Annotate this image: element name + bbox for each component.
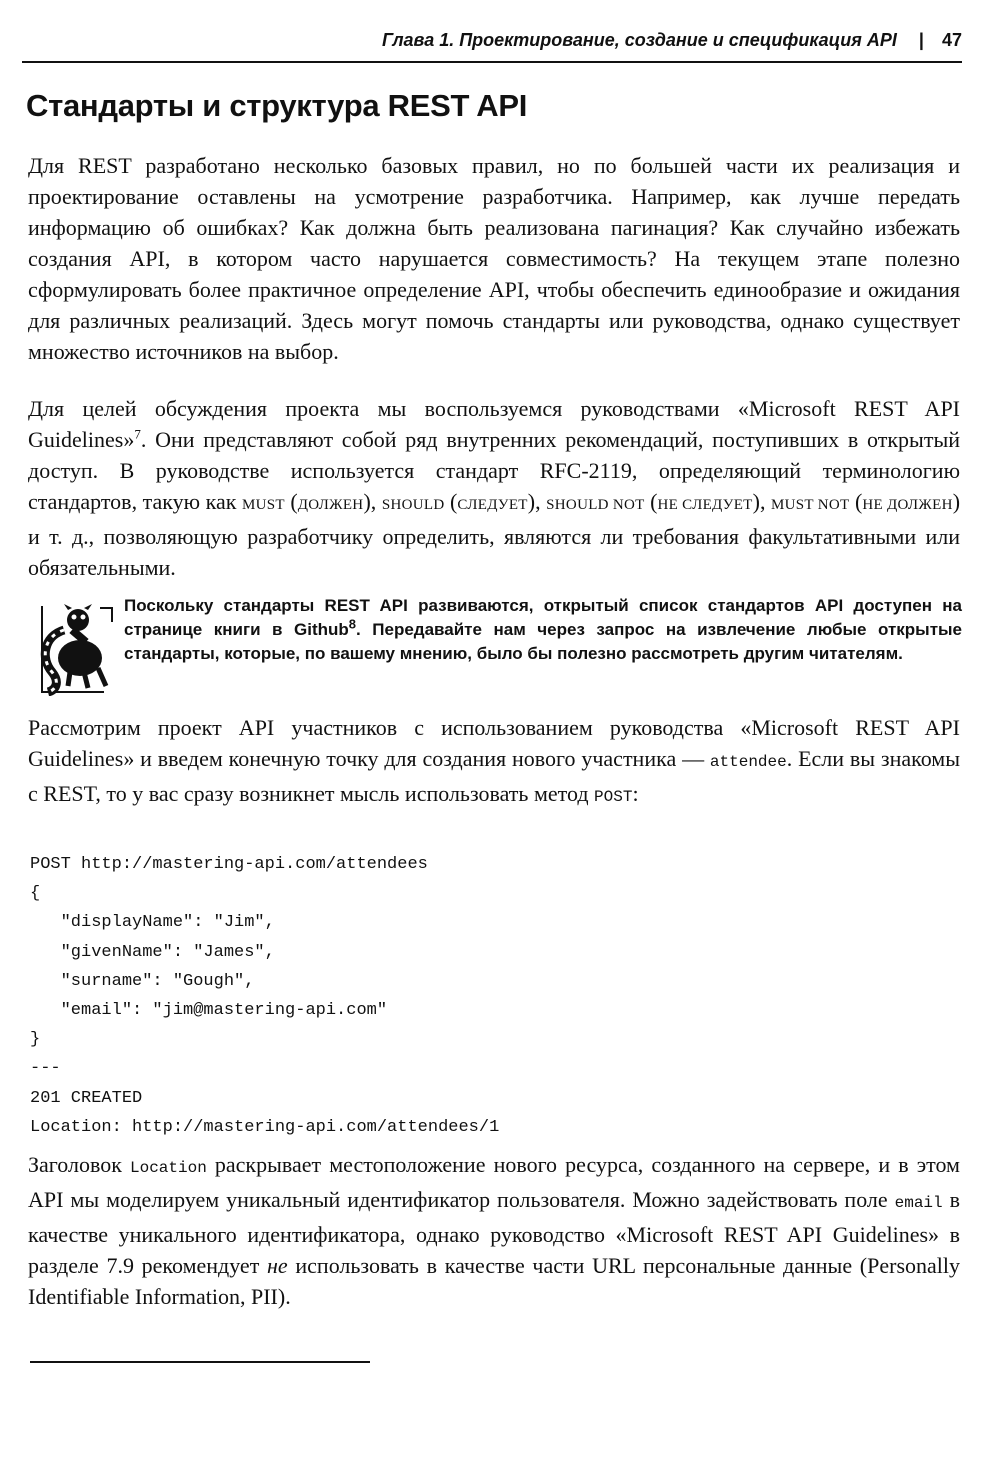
text-run: . Передавайте нам через запрос на извлечение любые открытые стандарты, которые, по вашему мнению, было бы полезно рассмотреть другим читателям. [124, 620, 962, 663]
text-run: Поскольку стандарты REST API развиваются, открытый список стандартов API доступен на странице книги в Github [124, 596, 962, 639]
header-separator: | [918, 30, 924, 50]
header-rule [22, 61, 962, 63]
paragraph-guidelines [28, 393, 960, 583]
text-run: ( [849, 489, 863, 514]
keyword-should: SHOULD [381, 497, 445, 513]
text-run: . Они представляют собой ряд внутренних рекомендаций, поступивших в открытый доступ. В руководстве используется стандарт RFC-2119, определяющий терминологию стандартов, такую как [28, 427, 960, 514]
text-run: в качестве уникального идентификатора, однако руководство «Microsoft REST API Guidelines» в разделе 7.9 рекомендует [28, 1187, 960, 1278]
code-location: Location [129, 1159, 207, 1177]
keyword-must: MUST [241, 497, 285, 513]
keyword-sleduet: СЛЕДУЕТ [457, 497, 528, 513]
code-post: POST [594, 788, 633, 806]
code-attendee: attendee [709, 753, 787, 771]
tip-note [24, 594, 964, 704]
lemur-icon [34, 596, 120, 696]
keyword-ne-dolzhen: НЕ ДОЛЖЕН [862, 497, 953, 513]
text-run: Для целей обсуждения проекта мы воспользуемся руководствами «Microsoft REST API Guidelines» [28, 396, 960, 452]
code-listing-post-request: POST http://mastering-api.com/attendees { "displayName": "Jim", "givenName": "James", "surname": "Gough", "email": "jim@mastering-api.com" } --- 201 CREATED Location: http://mastering-api.com/attendees/1 [30, 855, 500, 1137]
text-run: ), [752, 489, 771, 514]
keyword-should-not: SHOULD NOT [546, 497, 645, 513]
text-run: . Если вы знакомы с REST, то у вас сразу возникнет мысль использовать метод [28, 746, 960, 806]
text-run: ( [284, 489, 298, 514]
paragraph-attendee-api [28, 712, 960, 813]
running-header [28, 30, 962, 51]
emphasis-ne: не [267, 1253, 288, 1278]
paragraph-location-header [28, 1149, 960, 1312]
text-run: ( [644, 489, 658, 514]
text-run: использовать в качестве части URL персональные данные (Personally Identifiable Information, PII). [28, 1253, 960, 1309]
note-text [124, 594, 962, 666]
text-run: Заголовок [28, 1152, 130, 1177]
footnote-ref-7: 7 [134, 426, 141, 442]
keyword-must-not: MUST NOT [771, 497, 850, 513]
text-run: ( [444, 489, 458, 514]
keyword-dolzhen: ДОЛЖЕН [297, 497, 364, 513]
paragraph-rest-rules: Для REST разработано несколько базовых правил, но по большей части их реализация и проектирование оставлены на усмотрение разработчика. Например, как лучше передать информацию об ошибках? Как должна быть реализована пагинация? Как случайно избежать создания API, в котором часто нарушается совместимость? На текущем этапе полезно сформулировать более практичное определение API, чтобы обеспечить единообразие и ожидания для различных реализаций. Здесь могут помочь стандарты или руководства, однако существует множество источников на выбор. [28, 153, 960, 364]
chapter-title: Глава 1. Проектирование, создание и спецификация API [381, 30, 897, 50]
text-run: ) и т. д., позволяющую разработчику определить, являются ли требования факультативными или обязательными. [28, 489, 961, 580]
section-title: Стандарты и структура REST API [26, 88, 528, 123]
text-run: ), [527, 489, 547, 514]
code-email: email [894, 1194, 943, 1212]
text-run: : [632, 781, 639, 806]
page-number: 47 [941, 30, 962, 50]
keyword-ne-sleduet: НЕ СЛЕДУЕТ [657, 497, 753, 513]
footnote-separator [30, 1361, 370, 1363]
footnote-ref-8: 8 [348, 616, 357, 632]
text-run: ), [363, 489, 382, 514]
text-run: Рассмотрим проект API участников с использованием руководства «Microsoft REST API Guidelines» и введем конечную точку для создания нового участника — [28, 715, 960, 771]
text-run: раскрывает местоположение нового ресурса, созданного на сервере, и в этом API мы моделируем уникальный идентификатор пользователя. Можно задействовать поле [28, 1152, 960, 1212]
